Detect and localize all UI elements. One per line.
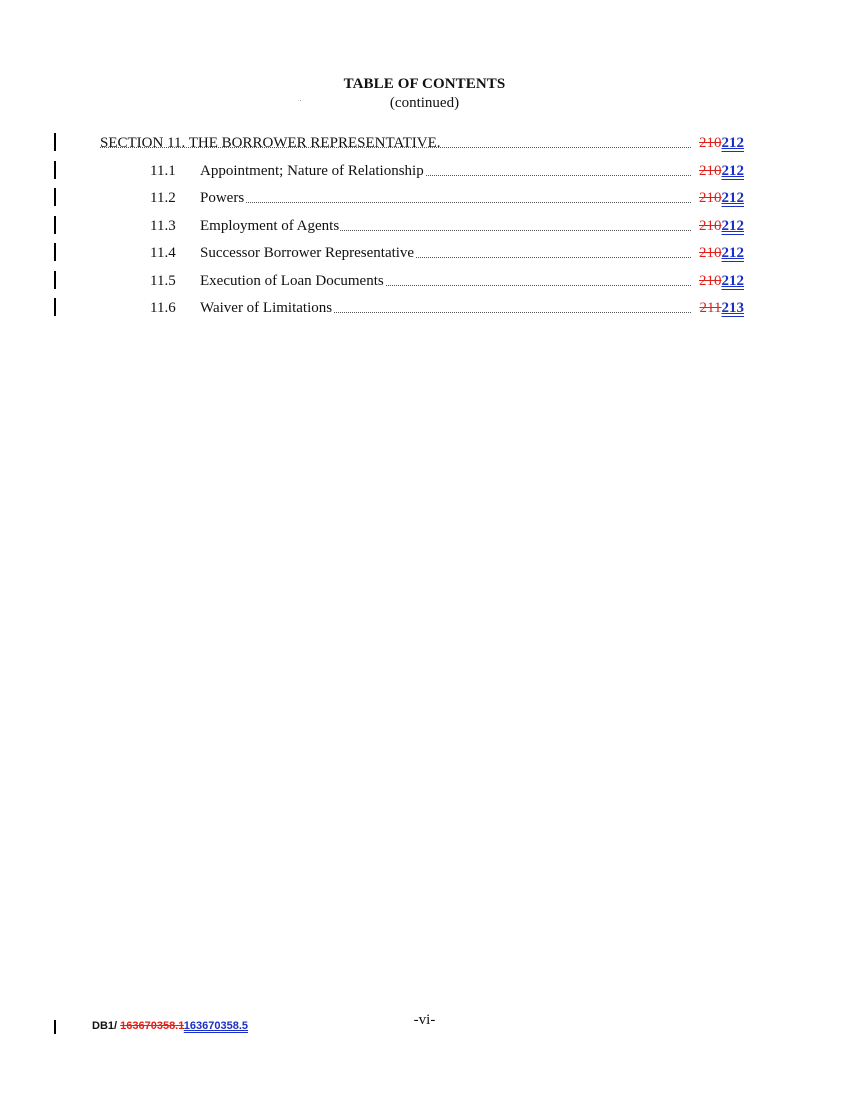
toc-section-label xyxy=(100,133,440,153)
toc-section-title: THE BORROWER REPRESENTATIVE. xyxy=(188,135,441,151)
dot-leader xyxy=(200,202,691,203)
toc-page-ref xyxy=(698,133,744,153)
toc-page-ref xyxy=(699,298,744,318)
toc-entry-number: 11.1 xyxy=(150,163,176,179)
dot-leader xyxy=(100,147,691,148)
toc-section-number: SECTION 11. xyxy=(100,135,186,151)
toc-entry-number: 11.4 xyxy=(150,245,176,261)
document-id-prefix: DB1/ xyxy=(92,1020,121,1032)
toc-entry-number: 11.6 xyxy=(150,300,176,316)
deleted-page-number: 210 xyxy=(699,163,722,179)
page-number: -vi- xyxy=(413,1012,436,1028)
deleted-page-number: 210 xyxy=(699,218,722,234)
toc-entry[interactable] xyxy=(0,161,849,181)
toc-entry-number: 11.2 xyxy=(150,190,176,206)
toc-entry-title: Waiver of Limitations xyxy=(200,300,333,316)
toc-page-ref xyxy=(698,243,744,263)
toc-entry-title: Execution of Loan Documents xyxy=(200,273,384,289)
inserted-page-number: 212 xyxy=(721,245,744,261)
deleted-page-number: 210 xyxy=(699,190,722,206)
toc-title: TABLE OF CONTENTS xyxy=(343,76,506,92)
deleted-page-number: 210 xyxy=(699,245,722,261)
toc-entry-number: 11.5 xyxy=(150,273,176,289)
deleted-page-number: 210 xyxy=(699,135,722,151)
toc-entry[interactable] xyxy=(0,298,849,318)
toc-entry-title: Employment of Agents xyxy=(200,218,340,234)
deleted-page-number: 210 xyxy=(699,273,722,289)
deleted-document-id: 163670358.1 xyxy=(120,1020,184,1032)
inserted-document-id: 163670358.5 xyxy=(183,1020,248,1032)
toc-page-ref xyxy=(698,161,744,181)
page-speck xyxy=(300,100,301,101)
toc-entry[interactable] xyxy=(0,188,849,208)
toc-entry-title: Appointment; Nature of Relationship xyxy=(200,163,424,179)
toc-entry[interactable] xyxy=(0,243,849,263)
toc-entry-number: 11.3 xyxy=(150,218,176,234)
toc-entry-title: Powers xyxy=(200,190,245,206)
inserted-page-number: 212 xyxy=(721,190,744,206)
toc-entry[interactable] xyxy=(0,271,849,291)
inserted-page-number: 212 xyxy=(721,218,744,234)
toc-entry[interactable] xyxy=(0,216,849,236)
toc-page-ref xyxy=(698,271,744,291)
deleted-page-number: 211 xyxy=(699,300,722,316)
inserted-page-number: 212 xyxy=(721,135,744,151)
toc-entry-title: Successor Borrower Representative xyxy=(200,245,415,261)
inserted-page-number: 212 xyxy=(721,273,744,289)
toc-page-ref xyxy=(698,188,744,208)
inserted-page-number: 212 xyxy=(721,163,744,179)
toc-subtitle: (continued) xyxy=(389,95,460,111)
toc-section-heading[interactable] xyxy=(0,133,849,153)
toc-page-ref xyxy=(698,216,744,236)
inserted-page-number: 213 xyxy=(721,300,744,316)
